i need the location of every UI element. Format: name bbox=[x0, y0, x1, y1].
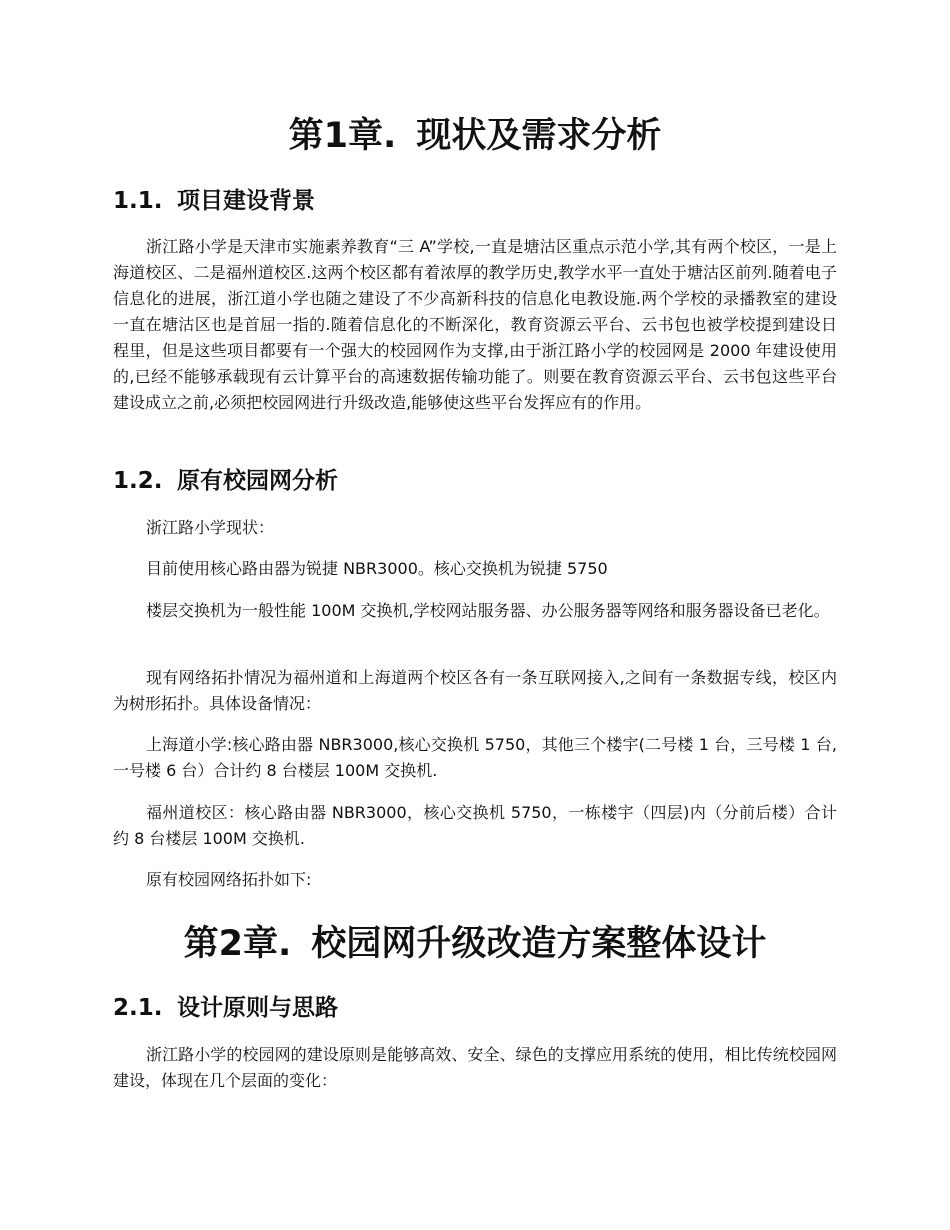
section-number: 2.1. bbox=[113, 995, 163, 1021]
paragraph-core-router: 目前使用核心路由器为锐捷 NBR3000。核心交换机为锐捷 5750 bbox=[146, 559, 608, 578]
section-1-2-heading bbox=[113, 466, 338, 496]
section-1-1-heading bbox=[113, 186, 315, 216]
paragraph-design-principles: 浙江路小学的校园网的建设原则是能够高效、安全、绿色的支撑应用系统的使用，相比传统校园网建设，体现在几个层面的变化： bbox=[113, 1045, 837, 1090]
paragraph-topology-intro: 原有校园网络拓扑如下: bbox=[146, 870, 312, 889]
paragraph-fuzhou-campus: 福州道校区：核心路由器 NBR3000，核心交换机 5750，一栋楼宇（四层)内（分前后楼）合计约 8 台楼层 100M 交换机. bbox=[113, 803, 837, 848]
section-2-1-heading bbox=[113, 993, 338, 1023]
chapter-title: 校园网升级改造方案整体设计 bbox=[311, 924, 767, 964]
section-title: 项目建设背景 bbox=[177, 188, 315, 214]
section-number: 1.1. bbox=[113, 188, 163, 214]
section-number: 1.2. bbox=[113, 468, 163, 494]
chapter-title: 现状及需求分析 bbox=[416, 116, 662, 156]
paragraph-shanghai-campus: 上海道小学:核心路由器 NBR3000,核心交换机 5750，其他三个楼宇(二号楼 1 台，三号楼 1 台,一号楼 6 台）合计约 8 台楼层 100M 交换机. bbox=[113, 735, 837, 780]
chapter-number: 第1章. bbox=[288, 116, 397, 156]
chapter-2-heading bbox=[0, 922, 950, 966]
section-title: 原有校园网分析 bbox=[177, 468, 338, 494]
chapter-1-heading bbox=[0, 114, 950, 158]
chapter-number: 第2章. bbox=[183, 924, 292, 964]
paragraph-floor-switches: 楼层交换机为一般性能 100M 交换机,学校网站服务器、办公服务器等网络和服务器设备已老化。 bbox=[146, 601, 830, 620]
section-title: 设计原则与思路 bbox=[177, 995, 338, 1021]
paragraph-current-status-label: 浙江路小学现状： bbox=[146, 518, 275, 537]
paragraph-project-background: 浙江路小学是天津市实施素养教育“三 A”学校,一直是塘沽区重点示范小学,其有两个校区，一是上海道校区、二是福州道校区.这两个校区都有着浓厚的教学历史,教学水平一直处于塘沽区前列.随着电子信息化的进展，浙江道小学也随之建设了不少高新科技的信息化电教设施.两个学校的录播教室的建设一直在塘沽区也是首屈一指的.随着信息化的不断深化，教育资源云平台、云书包也被学校提到建设日程里，但是这些项目都要有一个强大的校园网作为支撑,由于浙江路小学的校园网是 2000 年建设使用的,已经不能够承载现有云计算平台的高速数据传输功能了。则要在教育资源云平台、云书包这些平台建设成立之前,必须把校园网进行升级改造,能够使这些平台发挥应有的作用。 bbox=[113, 237, 837, 412]
paragraph-topology: 现有网络拓扑情况为福州道和上海道两个校区各有一条互联网接入,之间有一条数据专线，校区内为树形拓扑。具体设备情况： bbox=[113, 668, 837, 713]
